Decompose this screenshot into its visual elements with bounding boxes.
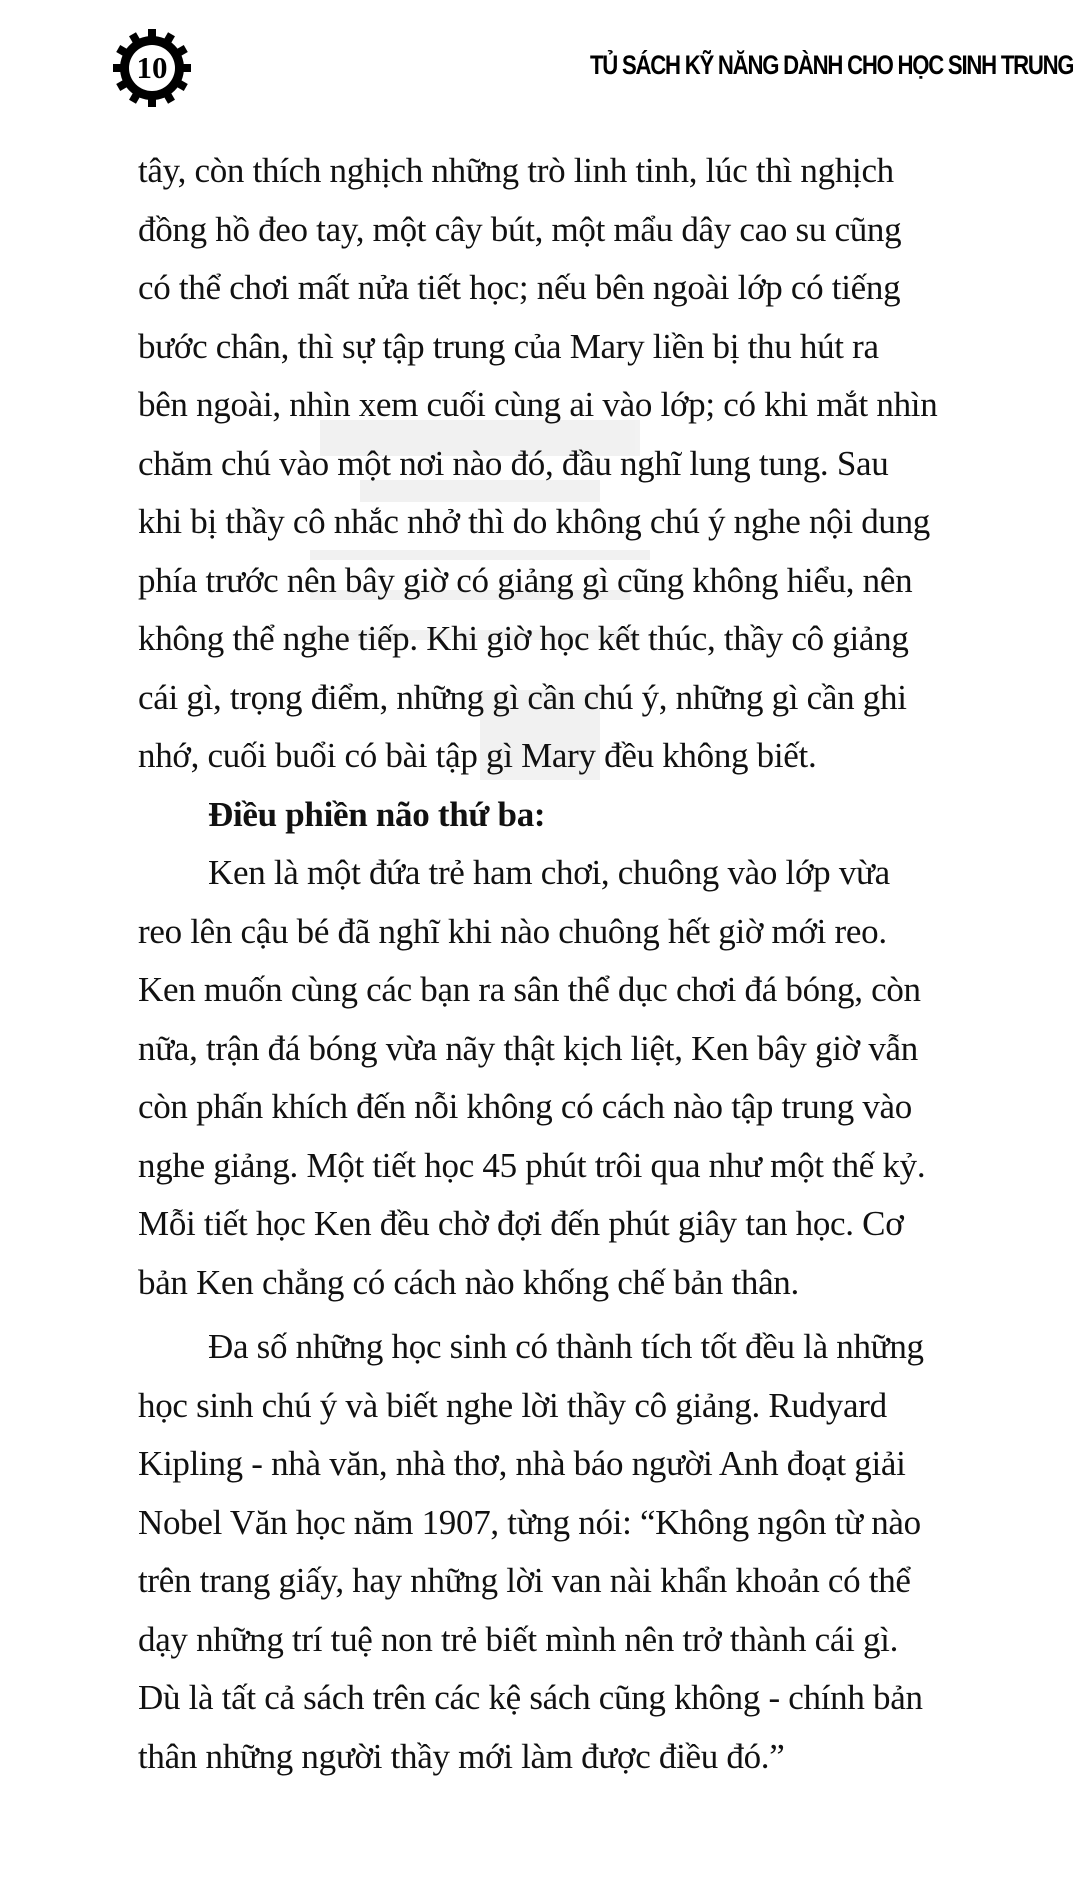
text-line: còn phấn khích đến nỗi không có cách nào tập trung vào xyxy=(138,1087,912,1126)
section-heading: Điều phiền não thứ ba: xyxy=(208,794,546,834)
text-line: trên trang giấy, hay những lời van nài khẩn khoản có thể xyxy=(138,1561,911,1600)
page-number: 10 xyxy=(136,50,168,85)
text-line: reo lên cậu bé đã nghĩ khi nào chuông hết giờ mới reo. xyxy=(138,911,887,951)
text-line: Ken muốn cùng các bạn ra sân thể dục chơi đá bóng, còn xyxy=(138,970,921,1009)
text-line: bước chân, thì sự tập trung của Mary liền bị thu hút ra xyxy=(138,326,879,366)
text-line: nhớ, cuối buổi có bài tập gì Mary đều không biết. xyxy=(138,736,817,775)
paragraph-continuation xyxy=(138,142,987,786)
text-line: bản Ken chẳng có cách nào khống chế bản thân. xyxy=(138,1262,799,1302)
page-number-badge xyxy=(112,28,192,108)
text-line: thân những người thầy mới làm được điều đó.” xyxy=(138,1736,785,1776)
text-line: Ken là một đứa trẻ ham chơi, chuông vào lớp vừa xyxy=(208,853,890,892)
text-line: khi bị thầy cô nhắc nhở thì do không chú ý nghe nội dung xyxy=(138,502,931,541)
text-line: phía trước nên bây giờ có giảng gì cũng không hiểu, nên xyxy=(138,560,913,600)
text-line: đồng hồ đeo tay, một cây bút, một mẩu dây cao su cũng xyxy=(138,209,902,249)
text-line: không thể nghe tiếp. Khi giờ học kết thúc, thầy cô giảng xyxy=(138,619,909,658)
text-line: có thể chơi mất nửa tiết học; nếu bên ngoài lớp có tiếng xyxy=(138,268,901,307)
text-line: cái gì, trọng điểm, những gì cần chú ý, những gì cần ghi xyxy=(138,677,907,717)
paragraph-ken xyxy=(138,844,987,1312)
text-line: Đa số những học sinh có thành tích tốt đều là những xyxy=(208,1327,924,1366)
text-line: tây, còn thích nghịch những trò linh tinh, lúc thì nghịch xyxy=(138,151,894,190)
text-line: nghe giảng. Một tiết học 45 phút trôi qua như một thế kỷ. xyxy=(138,1145,926,1185)
body-text xyxy=(138,142,987,1782)
text-line: Dù là tất cả sách trên các kệ sách cũng không - chính bản xyxy=(138,1678,923,1717)
text-line: học sinh chú ý và biết nghe lời thầy cô giảng. Rudyard xyxy=(138,1385,887,1425)
text-line: dạy những trí tuệ non trẻ biết mình nên trở thành cái gì. xyxy=(138,1619,899,1659)
text-line: Mỗi tiết học Ken đều chờ đợi đến phút giây tan học. Cơ xyxy=(138,1204,904,1243)
text-line: nữa, trận đá bóng vừa nãy thật kịch liệt, Ken bây giờ vẫn xyxy=(138,1028,918,1068)
text-line: bên ngoài, nhìn xem cuối cùng ai vào lớp; có khi mắt nhìn xyxy=(138,385,938,424)
running-title: TỦ SÁCH KỸ NĂNG DÀNH CHO HỌC SINH TRUNG xyxy=(590,50,1073,80)
paragraph-kipling xyxy=(138,1318,987,1786)
text-line: Kipling - nhà văn, nhà thơ, nhà báo người Anh đoạt giải xyxy=(138,1444,906,1483)
text-line: Nobel Văn học năm 1907, từng nói: “Không ngôn từ nào xyxy=(138,1502,921,1542)
text-line: chăm chú vào một nơi nào đó, đầu nghĩ lung tung. Sau xyxy=(138,443,889,483)
